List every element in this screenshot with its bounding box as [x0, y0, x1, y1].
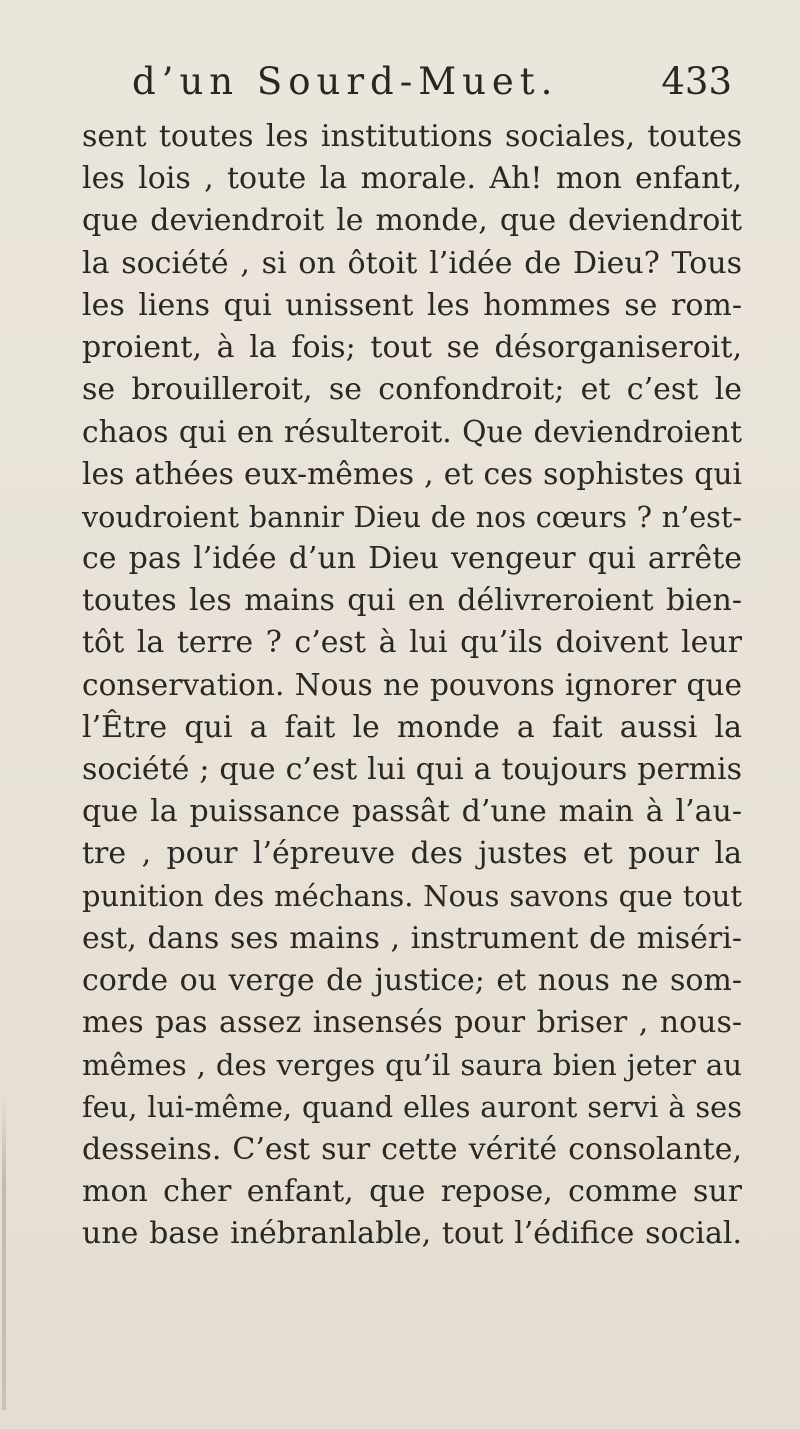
page-number: 433: [661, 60, 732, 103]
binding-shadow: [2, 1090, 6, 1410]
text-line: sent toutes les institutions sociales, toutes: [82, 119, 742, 154]
text-line: société ; que c’est lui qui a toujours permis: [82, 751, 742, 787]
text-line: desseins. C’est sur cette vérité consolante,: [82, 1131, 742, 1167]
text-line: une base inébranlable, tout l’édifice social.: [82, 1215, 742, 1251]
text-line: toutes les mains qui en délivreroient bien-: [82, 583, 742, 619]
text-line: est, dans ses mains , instrument de miséri-: [82, 920, 742, 956]
text-line: ce pas l’idée d’un Dieu vengeur qui arrête: [82, 540, 742, 576]
text-line: mon cher enfant, que repose, comme sur: [82, 1173, 742, 1209]
text-line: conservation. Nous ne pouvons ignorer que: [82, 668, 742, 703]
text-line: mêmes , des verges qu’il saura bien jeter au: [82, 1048, 742, 1083]
text-line: mes pas assez insensés pour briser , nous-: [82, 1004, 742, 1040]
text-line: tre , pour l’épreuve des justes et pour la: [82, 836, 742, 872]
page-header: [132, 60, 732, 110]
text-line: chaos qui en résulteroit. Que deviendroient: [82, 414, 742, 450]
text-line: voudroient bannir Dieu de nos cœurs ? n’est-: [82, 499, 742, 534]
text-line: corde ou verge de justice; et nous ne som-: [82, 962, 742, 998]
text-line: les athées eux-mêmes , et ces sophistes qui: [82, 456, 742, 492]
text-line: l’Être qui a fait le monde a fait aussi la: [82, 709, 742, 745]
text-line: se brouilleroit, se confondroit; et c’est le: [82, 372, 742, 408]
text-line: que deviendroit le monde, que deviendroit: [82, 203, 742, 239]
text-line: la société , si on ôtoit l’idée de Dieu? Tous: [82, 245, 742, 281]
text-line: les liens qui unissent les hommes se rom-: [82, 287, 742, 323]
text-line: proient, à la fois; tout se désorganiseroit,: [82, 329, 742, 365]
running-title: d’un Sourd-Muet.: [132, 60, 559, 103]
body-text: [82, 116, 742, 1255]
text-line: feu, lui-même, quand elles auront servi à ses: [82, 1090, 742, 1125]
text-line: que la puissance passât d’une main à l’au-: [82, 794, 742, 829]
text-line: punition des méchans. Nous savons que tout: [82, 879, 742, 914]
text-line: tôt la terre ? c’est à lui qu’ils doivent leur: [82, 625, 742, 661]
text-line: les lois , toute la morale. Ah! mon enfant,: [82, 161, 742, 197]
